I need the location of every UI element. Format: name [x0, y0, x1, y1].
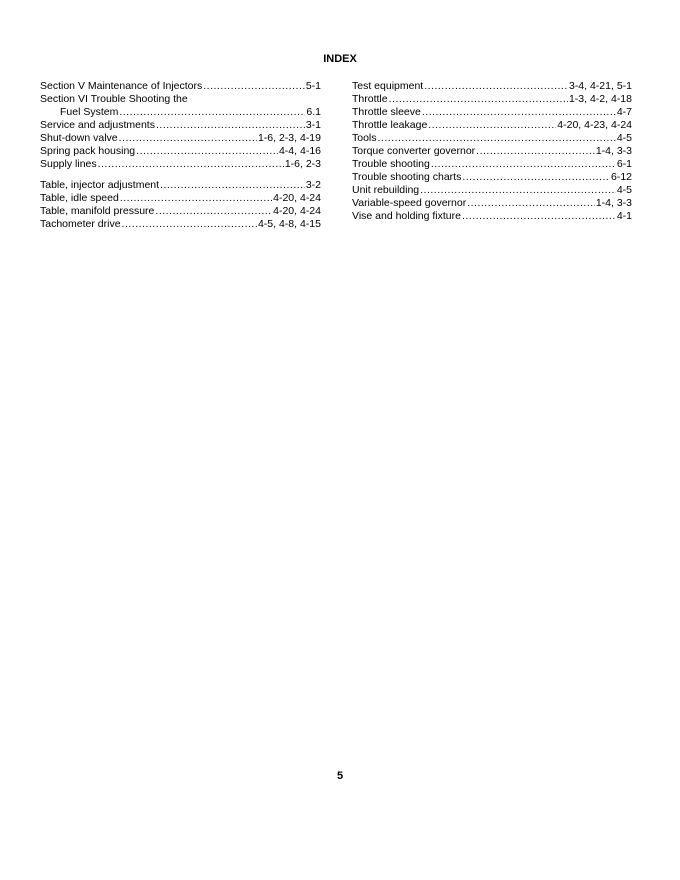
index-entry	[40, 179, 321, 192]
index-entry-pages: 1-6, 2-3	[284, 158, 321, 170]
index-entry-label: Trouble shooting	[352, 158, 430, 170]
index-entry-pages: 4-1	[616, 210, 632, 222]
index-entry-label: Spring pack housing	[40, 145, 136, 157]
index-entry-pages: 1-4, 3-3	[595, 197, 632, 209]
dot-leader	[156, 119, 305, 132]
dot-leader	[136, 145, 278, 158]
index-entry	[40, 158, 321, 171]
index-entry	[40, 192, 321, 205]
index-entry-label: Table, idle speed	[40, 192, 119, 204]
index-entry-label: Throttle sleeve	[352, 106, 421, 118]
index-entry-pages: 4-7	[616, 106, 632, 118]
index-entry-label: Tools	[352, 132, 377, 144]
index-entry	[352, 93, 632, 106]
index-entry-pages: 6.1	[306, 106, 321, 118]
index-entry	[40, 205, 321, 218]
index-entry-pages: 4-5, 4-8, 4-15	[257, 218, 321, 230]
dot-leader	[119, 106, 305, 119]
index-entry	[352, 132, 632, 145]
dot-leader	[160, 179, 305, 192]
page-number: 5	[336, 770, 344, 782]
index-entry	[40, 80, 321, 93]
index-entry-pages: 4-5	[616, 184, 632, 196]
dot-leader	[120, 192, 272, 205]
index-entry-label: Torque converter governor	[352, 145, 476, 157]
dot-leader	[424, 80, 568, 93]
index-entry-pages: 4-20, 4-24	[273, 205, 321, 217]
index-entry-label: Unit rebuilding	[352, 184, 420, 196]
index-entry-pages: 3-1	[305, 119, 321, 131]
index-entry	[352, 197, 632, 210]
dot-leader	[122, 218, 257, 231]
index-entry	[40, 132, 321, 145]
dot-leader	[462, 171, 610, 184]
index-entry-label: Throttle	[352, 93, 388, 105]
index-entry-label: Table, manifold pressure	[40, 205, 155, 217]
index-entry-label: Vise and holding fixture	[352, 210, 461, 222]
index-entry-pages: 4-20, 4-23, 4-24	[557, 119, 632, 131]
index-entry	[352, 145, 632, 158]
dot-leader	[428, 119, 556, 132]
index-entry	[352, 158, 632, 171]
index-entry-label: Section VI Trouble Shooting the	[40, 93, 188, 105]
index-column-left	[40, 80, 321, 231]
index-entry-pages: 1-4, 3-3	[595, 145, 632, 157]
index-entry-label: Table, injector adjustment	[40, 179, 160, 191]
index-entry-pages: 1-3, 4-2, 4-18	[568, 93, 632, 105]
dot-leader	[476, 145, 595, 158]
index-entry-pages: 3-2	[305, 179, 321, 191]
index-entry-pages: 5-1	[305, 80, 321, 92]
index-entry	[40, 218, 321, 231]
index-entry-pages: 4-4, 4-16	[278, 145, 321, 157]
index-entry-label: Throttle leakage	[352, 119, 428, 131]
index-entry-label: Variable-speed governor	[352, 197, 467, 209]
index-entry-label: Supply lines	[40, 158, 97, 170]
index-entry	[352, 119, 632, 132]
page-title: INDEX	[323, 53, 357, 65]
dot-leader	[467, 197, 595, 210]
index-entry	[40, 106, 321, 119]
dot-leader	[119, 132, 257, 145]
dot-leader	[420, 184, 616, 197]
dot-leader	[462, 210, 616, 223]
index-entry-label: Tachometer drive	[40, 218, 121, 230]
index-entry-label: Test equipment	[352, 80, 424, 92]
index-entry	[352, 184, 632, 197]
index-entry-pages: 4-5	[616, 132, 632, 144]
index-entry	[40, 145, 321, 158]
dot-leader	[422, 106, 616, 119]
index-spacer	[40, 171, 321, 179]
index-entry	[352, 210, 632, 223]
index-entry	[352, 171, 632, 184]
index-entry	[352, 106, 632, 119]
dot-leader	[203, 80, 305, 93]
index-entry-pages: 6-1	[616, 158, 632, 170]
index-entry	[40, 93, 321, 106]
index-column-right	[352, 80, 632, 223]
index-entry-label: Shut-down valve	[40, 132, 118, 144]
dot-leader	[431, 158, 616, 171]
index-entry-pages: 4-20, 4-24	[273, 192, 321, 204]
dot-leader	[389, 93, 568, 106]
index-entry-label: Section V Maintenance of Injectors	[40, 80, 203, 92]
dot-leader	[98, 158, 284, 171]
index-entry-pages: 1-6, 2-3, 4-19	[257, 132, 321, 144]
index-entry	[40, 119, 321, 132]
dot-leader	[155, 205, 272, 218]
index-entry-pages: 3-4, 4-21, 5-1	[568, 80, 632, 92]
index-entry-pages: 6-12	[610, 171, 632, 183]
index-entry	[352, 80, 632, 93]
index-entry-label: Service and adjustments	[40, 119, 155, 131]
index-entry-label: Trouble shooting charts	[352, 171, 462, 183]
dot-leader	[378, 132, 616, 145]
index-entry-label: Fuel System	[60, 106, 119, 118]
